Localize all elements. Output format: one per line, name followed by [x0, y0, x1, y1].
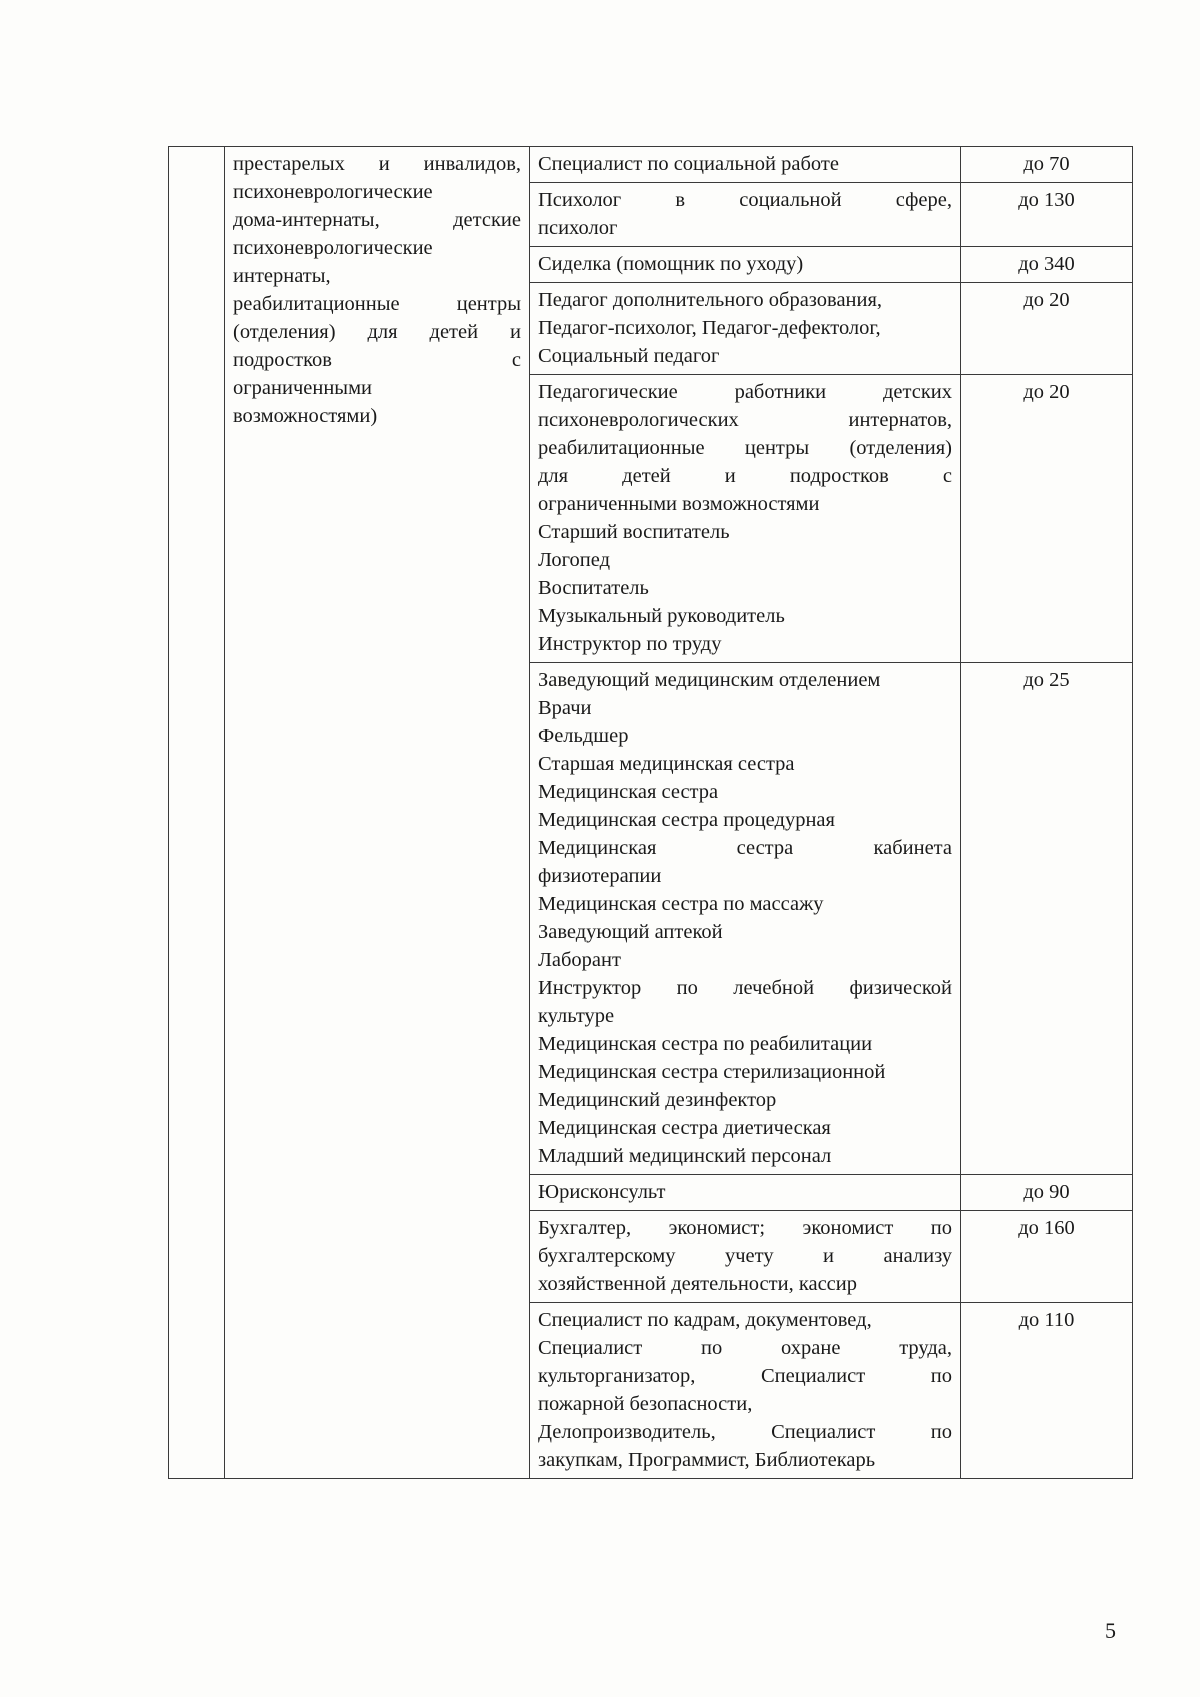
row-number-cell — [169, 147, 225, 1479]
position-line: Заведующий медицинским отделением — [538, 669, 881, 691]
position-line: Медицинская сестра — [538, 781, 719, 803]
position-line: Медицинская сестра диетическая — [538, 1117, 831, 1139]
position-cell — [530, 663, 961, 1175]
position-cell — [530, 147, 961, 183]
norm-cell: до 20 — [961, 375, 1133, 663]
position-line: Педагогические работники детских — [538, 381, 952, 403]
position-line: Сиделка (помощник по уходу) — [538, 253, 804, 275]
norm-cell: до 340 — [961, 247, 1133, 283]
norm-cell: до 110 — [961, 1303, 1133, 1479]
position-line: Старший воспитатель — [538, 521, 730, 543]
position-line: культорганизатор, Специалист по — [538, 1365, 952, 1387]
position-line: Лаборант — [538, 949, 621, 971]
institution-type-cell — [225, 147, 530, 1479]
position-line: Специалист по кадрам, документовед, — [538, 1309, 872, 1331]
position-line: Музыкальный руководитель — [538, 605, 785, 627]
position-line: Психолог в социальной сфере, — [538, 189, 952, 211]
category-line: подростков с — [233, 349, 521, 371]
category-line: психоневрологические — [233, 181, 433, 203]
position-line: Специалист по социальной работе — [538, 153, 839, 175]
position-cell — [530, 375, 961, 663]
position-line: Медицинская сестра кабинета — [538, 837, 952, 859]
position-line: Делопроизводитель, Специалист по — [538, 1421, 952, 1443]
category-line: престарелых и инвалидов, — [233, 153, 521, 175]
position-line: Медицинский дезинфектор — [538, 1089, 777, 1111]
position-line: Специалист по охране труда, — [538, 1337, 952, 1359]
category-line: интернаты, — [233, 265, 331, 287]
position-line: Бухгалтер, экономист; экономист по — [538, 1217, 952, 1239]
position-line: Медицинская сестра процедурная — [538, 809, 835, 831]
position-line: психолог — [538, 217, 618, 239]
category-line: ограниченными — [233, 377, 373, 399]
norm-cell: до 160 — [961, 1211, 1133, 1303]
position-cell — [530, 247, 961, 283]
position-line: Педагог дополнительного образования, — [538, 289, 883, 311]
category-line: психоневрологические — [233, 237, 433, 259]
position-line: хозяйственной деятельности, кассир — [538, 1273, 857, 1295]
position-line: Младший медицинский персонал — [538, 1145, 832, 1167]
position-line: Инструктор по труду — [538, 633, 722, 655]
position-cell — [530, 1175, 961, 1211]
staffing-norms-table — [168, 146, 1133, 1479]
position-line: Фельдшер — [538, 725, 629, 747]
category-line: реабилитационные центры — [233, 293, 521, 315]
table-row — [169, 147, 1133, 183]
position-line: Социальный педагог — [538, 345, 720, 367]
norm-cell: до 20 — [961, 283, 1133, 375]
position-line: пожарной безопасности, — [538, 1393, 753, 1415]
norm-cell: до 70 — [961, 147, 1133, 183]
page-number: 5 — [1105, 1618, 1116, 1643]
position-cell — [530, 1211, 961, 1303]
position-line: Педагог-психолог, Педагог-дефектолог, — [538, 317, 881, 339]
position-line: Медицинская сестра по массажу — [538, 893, 824, 915]
position-line: Юрисконсульт — [538, 1181, 666, 1203]
position-cell — [530, 183, 961, 247]
position-line: Врачи — [538, 697, 592, 719]
position-line: Заведующий аптекой — [538, 921, 723, 943]
position-line: закупкам, Программист, Библиотекарь — [538, 1449, 876, 1471]
position-line: Инструктор по лечебной физической — [538, 977, 952, 999]
position-line: бухгалтерскому учету и анализу — [538, 1245, 952, 1267]
category-line: возможностями) — [233, 405, 378, 427]
norm-cell: до 25 — [961, 663, 1133, 1175]
position-line: Старшая медицинская сестра — [538, 753, 795, 775]
table-body — [169, 147, 1133, 1479]
position-line: Логопед — [538, 549, 611, 571]
position-line: физиотерапии — [538, 865, 662, 887]
position-line: Медицинская сестра стерилизационной — [538, 1061, 886, 1083]
position-cell — [530, 283, 961, 375]
position-line: ограниченными возможностями — [538, 493, 820, 515]
position-line: Медицинская сестра по реабилитации — [538, 1033, 873, 1055]
norm-cell: до 130 — [961, 183, 1133, 247]
position-cell — [530, 1303, 961, 1479]
position-line: для детей и подростков с — [538, 465, 952, 487]
position-line: реабилитационные центры (отделения) — [538, 437, 952, 459]
position-line: культуре — [538, 1005, 615, 1027]
position-line: Воспитатель — [538, 577, 649, 599]
position-line: психоневрологических интернатов, — [538, 409, 952, 431]
norm-cell: до 90 — [961, 1175, 1133, 1211]
category-line: дома-интернаты, детские — [233, 209, 521, 231]
category-line: (отделения) для детей и — [233, 321, 521, 343]
